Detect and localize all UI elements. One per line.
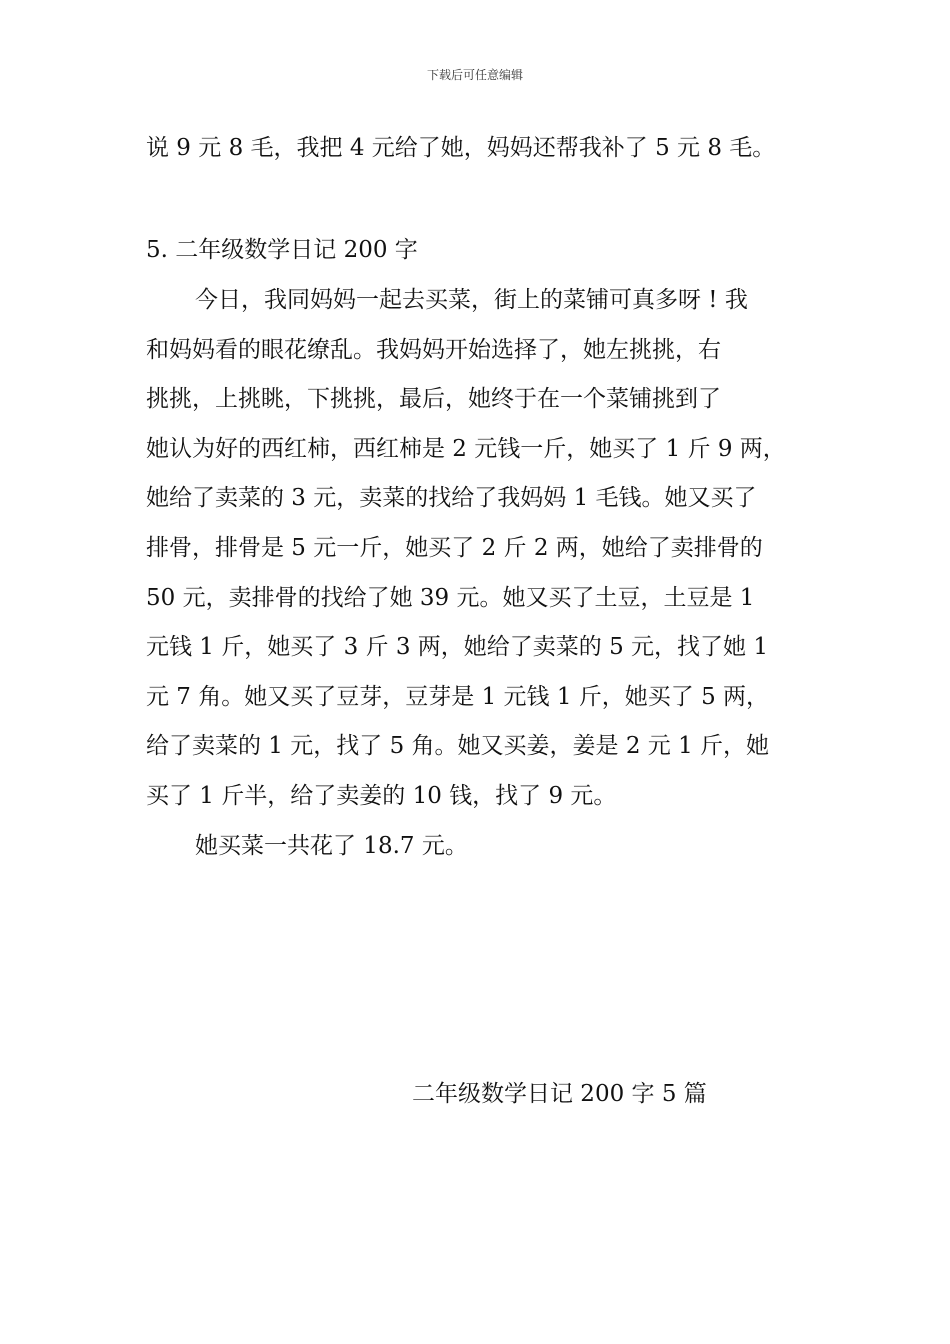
text-line: 和妈妈看的眼花缭乱。我妈妈开始选择了，她左挑挑，右 — [146, 336, 721, 363]
text-line: 排骨，排骨是 5 元一斤，她买了 2 斤 2 两，她给了卖排骨的 — [146, 534, 763, 561]
text-line: 挑挑，上挑眺，下挑挑，最后，她终于在一个菜铺挑到了 — [146, 386, 721, 413]
text-line: 元钱 1 斤，她买了 3 斤 3 两，她给了卖菜的 5 元，找了她 1 — [146, 634, 768, 661]
intro-paragraph — [146, 124, 826, 174]
diary-paragraph — [146, 276, 826, 871]
text-line: 50 元，卖排骨的找给了她 39 元。她又买了土豆，土豆是 1 — [146, 584, 755, 611]
text-line: 她给了卖菜的 3 元，卖菜的找给了我妈妈 1 毛钱。她又买了 — [146, 485, 757, 512]
header-note: 下载后可任意编辑 — [426, 68, 523, 82]
text-line: 说 9 元 8 毛，我把 4 元给了她，妈妈还帮我补了 5 元 8 毛。 — [146, 135, 776, 161]
text-line: 给了卖菜的 1 元，找了 5 角。她又买姜，姜是 2 元 1 斤，她 — [146, 733, 770, 760]
section-title: 5. 二年级数学日记 200 字 — [146, 237, 418, 263]
footer-title: 二年级数学日记 200 字 5 篇 — [412, 1081, 707, 1107]
closing-line: 她买菜一共花了 18.7 元。 — [195, 832, 468, 859]
text-line: 今日，我同妈妈一起去买菜，街上的菜铺可真多呀 ! 我 — [195, 287, 748, 313]
section-heading — [146, 226, 826, 276]
text-line: 买了 1 斤半，给了卖姜的 10 钱，找了 9 元。 — [146, 782, 617, 809]
text-line: 元 7 角。她又买了豆芽，豆芽是 1 元钱 1 斤，她买了 5 两， — [146, 683, 770, 710]
text-line: 她认为好的西红柿，西红柿是 2 元钱一斤，她买了 1 斤 9 两， — [146, 435, 786, 462]
